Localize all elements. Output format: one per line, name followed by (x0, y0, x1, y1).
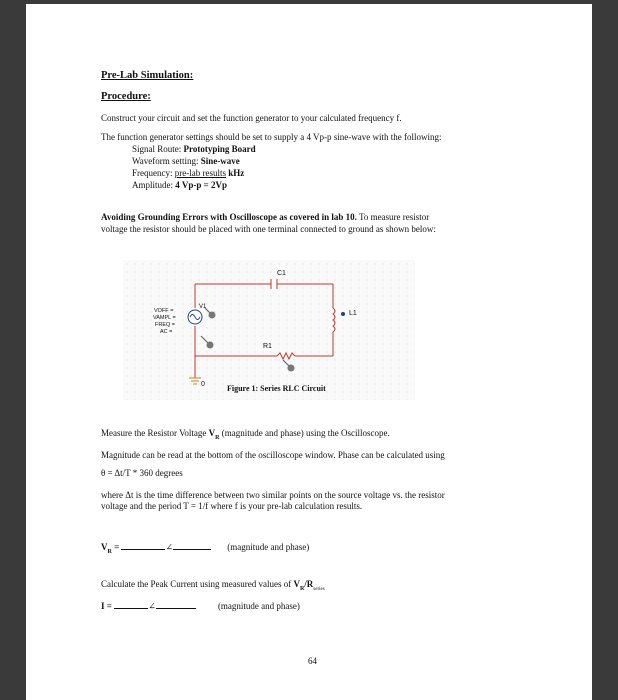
i-label: I = (101, 601, 112, 611)
waveform-value: Sine-wave (200, 156, 240, 166)
vr-sub: R (107, 548, 112, 555)
vr-label: V (101, 542, 108, 552)
l1-dot (341, 312, 345, 316)
setting-signal-route (132, 144, 256, 154)
calc-text (101, 579, 325, 592)
amp-value: 4 Vp-p = 2Vp (175, 180, 227, 190)
magnitude-text: Magnitude can be read at the bottom of the oscilloscope window. Phase can be calculated using (101, 450, 445, 460)
freq-label: Frequency: (132, 168, 175, 178)
prelab-title: Pre-Lab Simulation: (101, 70, 194, 81)
grounding-line2: voltage the resistor should be placed with one terminal connected to ground as shown below: (101, 224, 436, 234)
vr-phase-blank[interactable] (173, 541, 211, 550)
route-value: Prototyping Board (183, 144, 256, 154)
waveform-label: Waveform setting: (132, 156, 201, 166)
voff-param: VOFF = (154, 308, 174, 314)
i-angle-symbol: ∠ (148, 601, 156, 611)
grounding-line1 (101, 212, 429, 222)
calc-v: V (293, 579, 300, 589)
i-mag-phase-note: (magnitude and phase) (217, 601, 300, 611)
measure-text (101, 428, 390, 441)
freq-unit: kHz (225, 168, 245, 178)
measure-text-b: (magnitude and phase) using the Oscilloscope. (219, 428, 390, 438)
freq-param: FREQ = (155, 322, 176, 328)
where-line1: where Δt is the time difference between two similar points on the source voltage vs. the resistor (101, 490, 445, 500)
r1-label: R1 (263, 343, 272, 350)
measure-text-a: Measure the Resistor Voltage (101, 428, 209, 438)
c1-label: C1 (277, 270, 286, 277)
vr-mag-phase-note: (magnitude and phase) (227, 542, 310, 552)
step1-text: Construct your circuit and set the function generator to your calculated frequency f. (101, 113, 402, 123)
procedure-title: Procedure: (101, 91, 151, 102)
setting-amplitude (132, 180, 227, 190)
ac-param: AC = (160, 329, 173, 335)
measure-vr: V (208, 428, 216, 438)
setting-frequency (132, 168, 244, 178)
vr-eq: = (111, 542, 120, 552)
calc-r-sub: series (313, 586, 325, 592)
freq-link[interactable]: pre-lab results (174, 168, 226, 178)
vr-angle-symbol: ∠ (165, 542, 174, 552)
where-line2: voltage and the period T = 1/f where f is your pre-lab calculation results. (101, 501, 363, 511)
phase-formula: θ = Δt/T * 360 degrees (101, 468, 183, 478)
v1-label: V1 (199, 304, 207, 310)
settings-intro: The function generator settings should be set to supply a 4 Vp-p sine-wave with the following: (101, 132, 442, 142)
calc-text-a: Calculate the Peak Current using measured values of (101, 579, 294, 589)
route-label: Signal Route: (132, 144, 184, 154)
i-magnitude-blank[interactable] (114, 600, 148, 609)
i-phase-blank[interactable] (156, 600, 196, 609)
current-answer-line (101, 600, 300, 612)
page-number: 64 (308, 656, 317, 666)
calc-v-sub: R (299, 585, 305, 592)
calc-slash-r: /R (304, 579, 314, 589)
probe-ground-dot (207, 342, 214, 349)
measure-vr-sub: R (215, 434, 220, 441)
setting-waveform (132, 156, 240, 166)
probe-resistor-dot (288, 365, 295, 372)
grounding-rest: To measure resistor (356, 212, 430, 222)
l1-label: L1 (349, 310, 357, 317)
vr-answer-line (101, 541, 309, 555)
inductor-l1 (333, 308, 335, 332)
grounding-heading: Avoiding Grounding Errors with Oscilloscope as covered in lab 10. (101, 212, 357, 222)
vampl-param: VAMPL = (153, 315, 176, 321)
vr-magnitude-blank[interactable] (121, 541, 165, 550)
document-page (26, 4, 592, 700)
resistor-r1 (277, 353, 295, 359)
figure-caption: Figure 1: Series RLC Circuit (227, 384, 326, 393)
rlc-circuit-schematic (123, 260, 415, 400)
ground-node-label: 0 (201, 381, 205, 388)
ground-icon (189, 378, 201, 384)
amp-label: Amplitude: (132, 180, 176, 190)
probe-source-dot (209, 312, 216, 319)
